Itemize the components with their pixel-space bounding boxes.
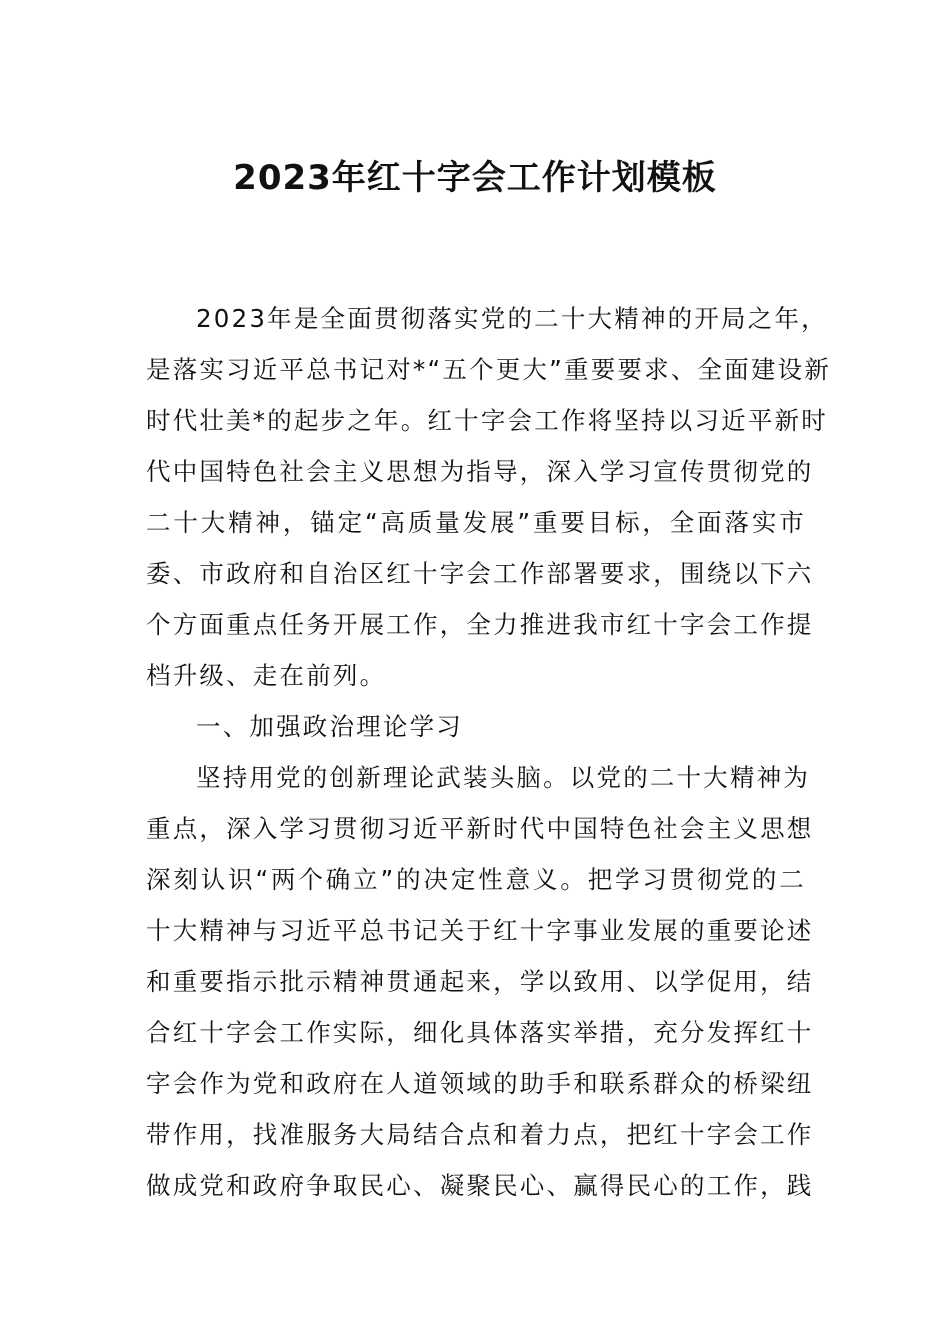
text-line: 个方面重点任务开展工作，全力推进我市红十字会工作提 [146, 610, 814, 639]
text-line: 2023年是全面贯彻落实党的二十大精神的开局之年， [196, 304, 828, 333]
text-line: 代中国特色社会主义思想为指导，深入学习宣传贯彻党的 [146, 457, 814, 486]
text-line: 字会作为党和政府在人道领域的助手和联系群众的桥梁纽 [146, 1069, 814, 1098]
text-line: 深刻认识“两个确立”的决定性意义。把学习贯彻党的二 [146, 865, 806, 894]
paragraph-intro [146, 293, 832, 701]
text-line: 和重要指示批示精神贯通起来，学以致用、以学促用，结 [146, 967, 814, 996]
text-line: 二十大精神，锚定“高质量发展”重要目标，全面落实市 [146, 508, 806, 537]
paragraph-section-one [146, 752, 814, 1211]
document-body [146, 293, 832, 1211]
text-line: 时代壮美*的起步之年。红十字会工作将坚持以习近平新时 [146, 406, 828, 435]
text-line: 档升级、走在前列。 [146, 661, 387, 690]
section-heading-text: 一、加强政治理论学习 [196, 712, 463, 741]
section-heading [146, 701, 806, 752]
document-title: 2023年红十字会工作计划模板 [233, 158, 717, 198]
text-line: 带作用，找准服务大局结合点和着力点，把红十字会工作 [146, 1120, 814, 1149]
text-line: 合红十字会工作实际，细化具体落实举措，充分发挥红十 [146, 1018, 814, 1047]
text-line: 重点，深入学习贯彻习近平新时代中国特色社会主义思想 [146, 814, 814, 843]
text-line: 十大精神与习近平总书记关于红十字事业发展的重要论述 [146, 916, 814, 945]
text-line: 是落实习近平总书记对*“五个更大”重要要求、全面建设新 [146, 355, 832, 384]
text-line: 做成党和政府争取民心、凝聚民心、赢得民心的工作，践 [146, 1171, 814, 1200]
text-line: 坚持用党的创新理论武装头脑。以党的二十大精神为 [196, 763, 811, 792]
text-line: 委、市政府和自治区红十字会工作部署要求，围绕以下六 [146, 559, 814, 588]
